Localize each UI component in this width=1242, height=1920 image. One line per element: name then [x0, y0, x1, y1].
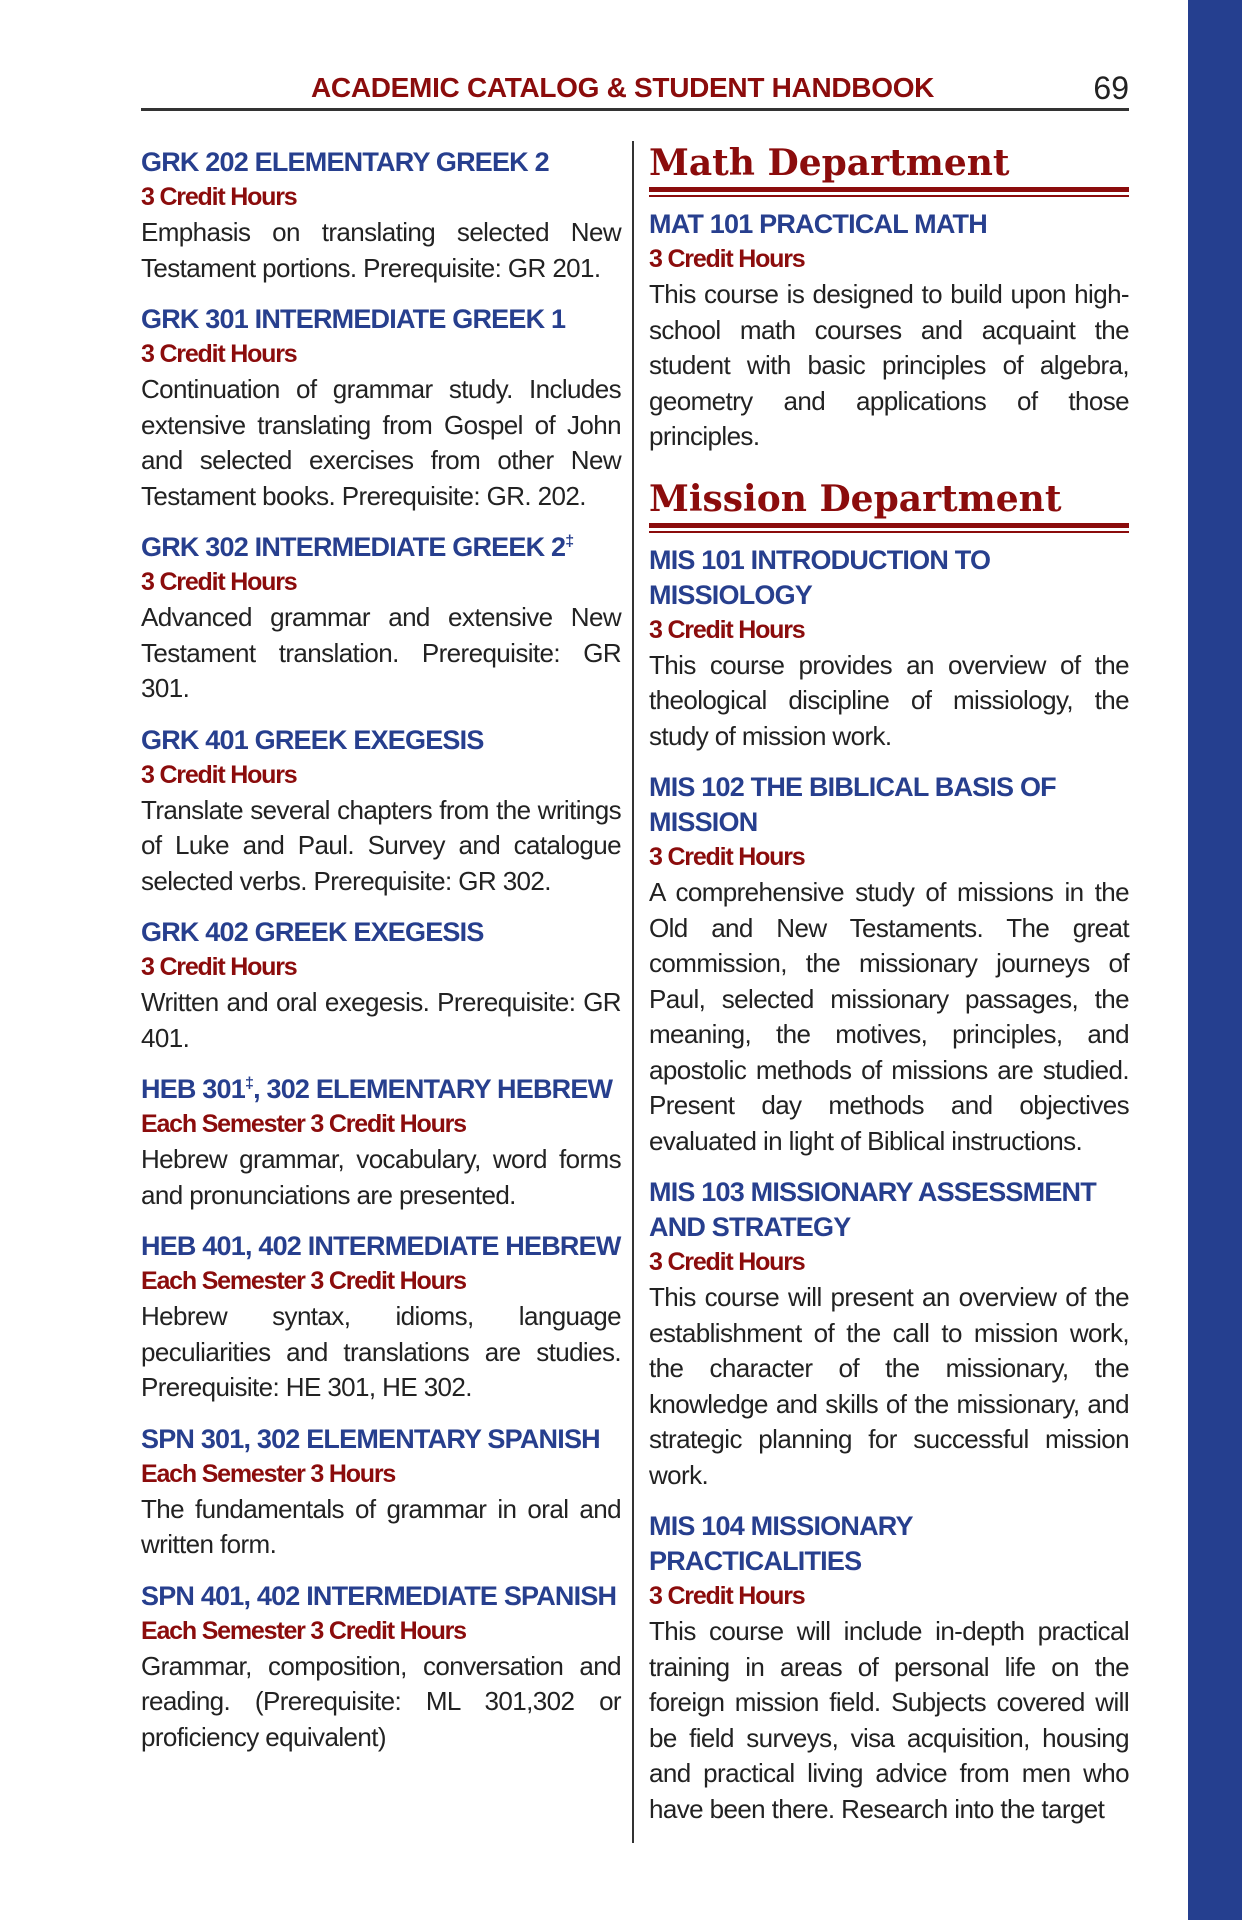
course-title: SPN 401, 402 INTERMEDIATE SPANISH — [141, 1580, 617, 1611]
course-credits: 3 Credit Hours — [649, 1248, 805, 1276]
course-title — [141, 530, 621, 565]
course-entry — [141, 723, 621, 900]
course-entry — [649, 207, 1129, 455]
course-credits: 3 Credit Hours — [649, 245, 805, 273]
course-description: Hebrew syntax, idioms, language peculiarities and translations are studies. Prerequisite: HE 301, HE 302. — [141, 1301, 621, 1402]
course-entry — [141, 1579, 621, 1756]
course-title-text: HEB 301 — [141, 1074, 245, 1104]
course-credits: 3 Credit Hours — [649, 615, 805, 644]
course-description: This course will present an overview of the establishment of the call to mission work, the character of the missionary, the knowledge and skills of the missionary, and strategic planning for successful mission work. — [649, 1282, 1129, 1490]
course-description: A comprehensive study of missions in the Old and New Testaments. The great commission, the missionary journeys of Paul, selected missionary passages, the meaning, the motives, principles, and apostolic methods of missions are studied. Present day methods and objectives evaluated in light of Biblical instructions. — [649, 877, 1129, 1156]
course-title: GRK 402 GREEK EXEGESIS — [141, 917, 484, 947]
course-credits: Each Semester 3 Credit Hours — [141, 1267, 466, 1295]
course-description: Continuation of grammar study. Includes extensive translating from Gospel of John and selected exercises from other New Testament books. Prerequisite: GR. 202. — [141, 374, 621, 511]
course-title-text: GRK 302 INTERMEDIATE GREEK 2 — [141, 532, 566, 562]
heading-rule — [649, 531, 1129, 533]
course-description: Advanced grammar and extensive New Testament translation. Prerequisite: GR 301. — [141, 602, 621, 703]
course-description: Written and oral exegesis. Prerequisite: GR 401. — [141, 987, 621, 1053]
course-description: Hebrew grammar, vocabulary, word forms and pronunciations are presented. — [141, 1144, 621, 1210]
course-description: Translate several chapters from the writings of Luke and Paul. Survey and catalogue selected verbs. Prerequisite: GR 302. — [141, 794, 621, 896]
course-credits: 3 Credit Hours — [649, 843, 805, 871]
course-description: This course will include in-depth practical training in areas of personal life on the foreign mission field. Subjects covered will be field surveys, visa acquisition, housing and practical living advice from men who have been there. Research into the target — [649, 1616, 1129, 1824]
course-credits: Each Semester 3 Credit Hours — [141, 1110, 466, 1138]
course-title: MIS 101 INTRODUCTION TO MISSIOLOGY — [649, 544, 991, 610]
course-entry — [141, 1072, 621, 1213]
course-entry — [141, 1422, 621, 1563]
course-credits: 3 Credit Hours — [141, 953, 297, 981]
page-number: 69 — [1093, 70, 1129, 106]
department-title: Math Department — [649, 142, 1010, 184]
course-credits: 3 Credit Hours — [141, 183, 297, 211]
course-entry — [141, 145, 621, 286]
course-description: The fundamentals of grammar in oral and written form. — [141, 1493, 621, 1559]
course-description: This course is designed to build upon high-school math courses and acquaint the student with basic principles of algebra, geometry and applications of those principles. — [649, 279, 1129, 451]
course-credits: 3 Credit Hours — [141, 760, 297, 789]
course-credits: Each Semester 3 Hours — [141, 1459, 396, 1488]
course-entry — [141, 302, 621, 514]
course-entry — [141, 1229, 621, 1406]
page-header — [141, 70, 1129, 111]
heading-rule — [649, 187, 1129, 192]
course-description: This course provides an overview of the theological discipline of missiology, the study of mission work. — [649, 649, 1129, 751]
course-entry — [649, 543, 1129, 755]
heading-rule — [649, 523, 1129, 528]
course-entry — [649, 1175, 1129, 1493]
right-column — [632, 141, 1129, 1843]
course-title: MIS 104 MISSIONARY PRACTICALITIES — [649, 1511, 913, 1576]
course-entry — [649, 1509, 1129, 1827]
course-credits: 3 Credit Hours — [649, 1582, 805, 1610]
course-title-rest: , 302 ELEMENTARY HEBREW — [253, 1074, 613, 1104]
course-entry — [141, 915, 621, 1056]
department-heading-mission — [649, 477, 1129, 533]
course-description: Grammar, composition, conversation and reading. (Prerequisite: ML 301,302 or proficiency equivalent) — [141, 1650, 621, 1752]
course-entry — [649, 770, 1129, 1159]
course-title: MAT 101 PRACTICAL MATH — [649, 209, 987, 239]
course-title: GRK 401 GREEK EXEGESIS — [141, 724, 484, 755]
course-title: MIS 103 MISSIONARY ASSESSMENT AND STRATEGY — [649, 1177, 1096, 1242]
course-credits: Each Semester 3 Credit Hours — [141, 1616, 466, 1645]
course-title — [141, 1072, 621, 1107]
department-heading-math — [649, 141, 1129, 197]
course-title: GRK 202 ELEMENTARY GREEK 2 — [141, 147, 549, 177]
page-edge-band — [1188, 0, 1242, 1920]
course-title: SPN 301, 302 ELEMENTARY SPANISH — [141, 1423, 600, 1454]
course-description: Emphasis on translating selected New Testament portions. Prerequisite: GR 201. — [141, 217, 621, 283]
footnote-mark: ‡ — [244, 1075, 254, 1092]
course-credits: 3 Credit Hours — [141, 340, 297, 368]
left-column — [141, 145, 621, 1771]
footnote-mark: ‡ — [565, 533, 574, 550]
course-credits: 3 Credit Hours — [141, 568, 297, 596]
course-title: GRK 301 INTERMEDIATE GREEK 1 — [141, 304, 566, 334]
course-title: HEB 401, 402 INTERMEDIATE HEBREW — [141, 1231, 621, 1261]
heading-rule — [649, 195, 1129, 197]
header-title: ACADEMIC CATALOG & STUDENT HANDBOOK — [311, 72, 935, 103]
department-title: Mission Department — [649, 477, 1062, 520]
course-title: MIS 102 THE BIBLICAL BASIS OF MISSION — [649, 772, 1056, 837]
course-entry — [141, 530, 621, 707]
